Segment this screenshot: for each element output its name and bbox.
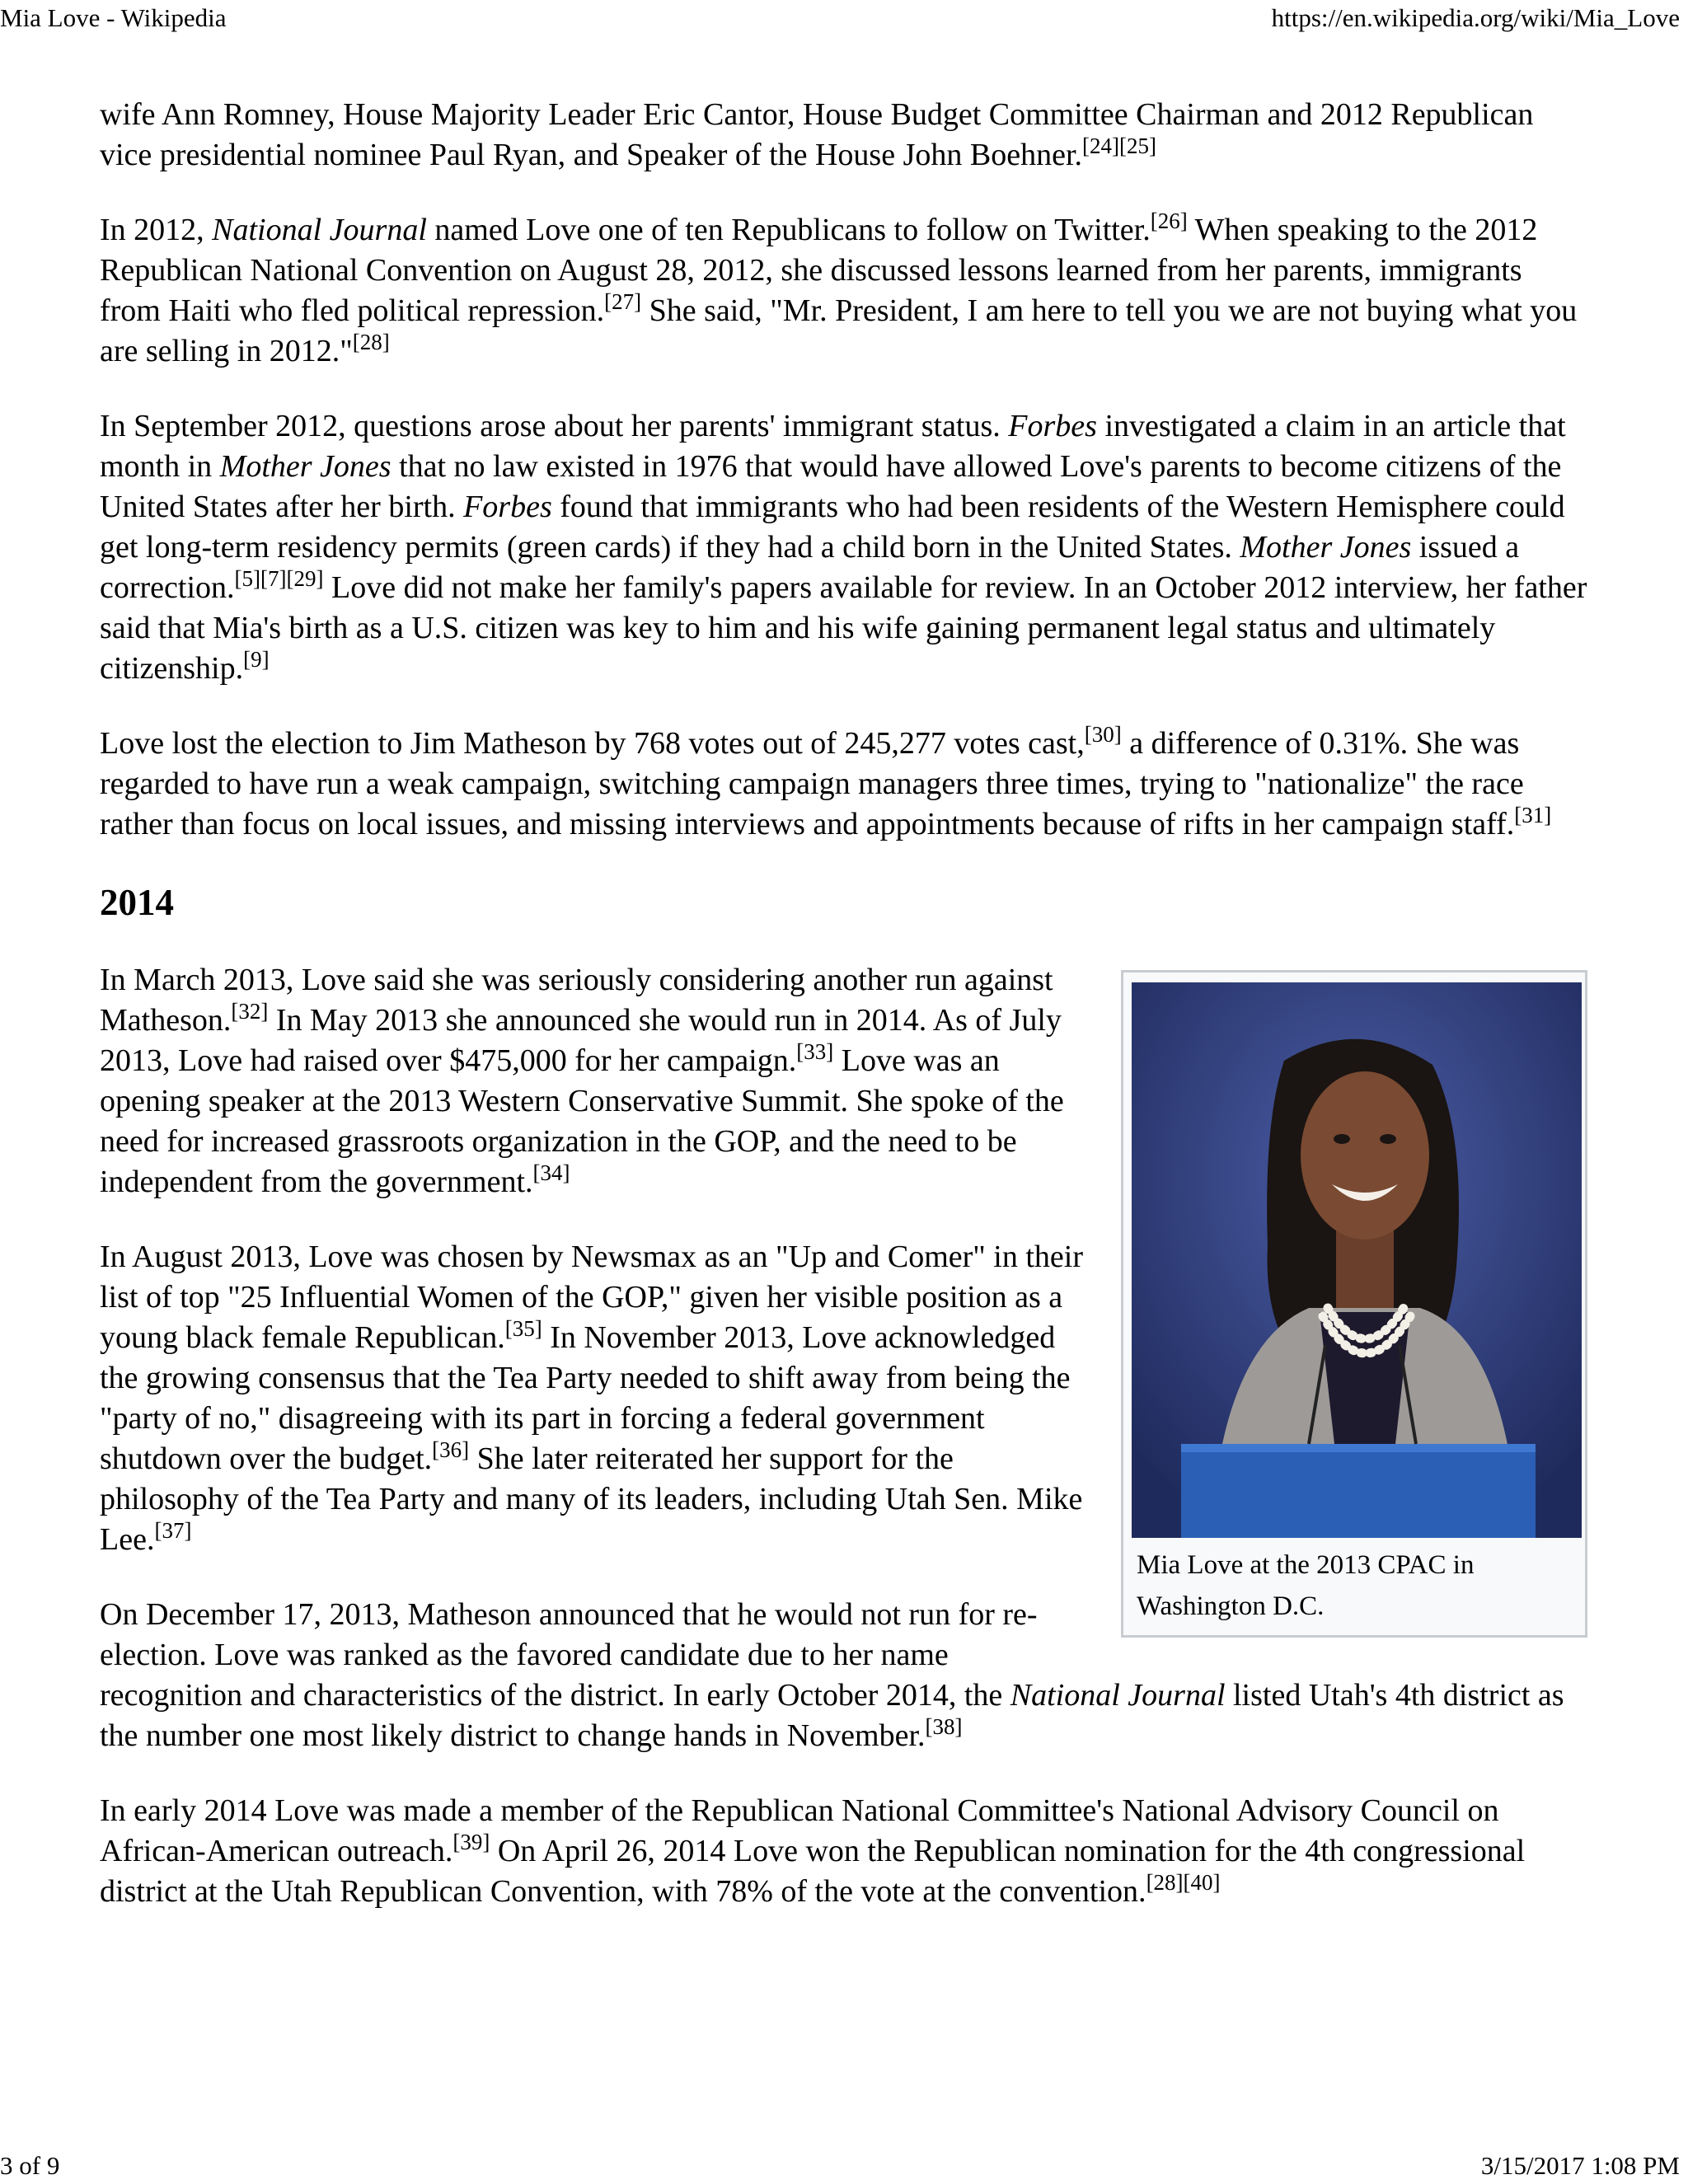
text: Love lost the election to Jim Matheson by 768 votes out of 245,277 votes cast,	[100, 726, 1085, 761]
text: found that immigrants who had been residents of the Western Hemisphere could get long-term residency permits (green cards) if they had a child born in the United States.	[100, 490, 1565, 565]
reference-link[interactable]: [37]	[154, 1518, 192, 1543]
reference-link[interactable]: [26]	[1150, 209, 1188, 233]
text: a difference of 0.31%. She was regarded to have run a weak campaign, switching campaign managers three times, trying to "nationalize" the race rather than focus on local issues, and missing interviews and appointments because of rifts in her campaign staff.	[100, 726, 1524, 841]
text: investigated a claim in an article that month in	[100, 409, 1566, 484]
paragraph-rnc-advisory-nomination	[100, 1791, 1587, 1912]
reference-link[interactable]: [33]	[796, 1039, 834, 1064]
text: Love did not make her family's papers available for review. In an October 2012 interview, her father said that Mia's birth as a U.S. citizen was key to him and his wife gaining permanent legal status and ultimately citizenship.	[100, 570, 1587, 686]
publication-name: National Journal	[1010, 1678, 1226, 1713]
text: In 2012,	[100, 213, 213, 247]
text: In March 2013, Love said she was seriously considering another run against Matheson.	[100, 963, 1053, 1038]
publication-name: Mother Jones	[219, 449, 392, 484]
reference-link[interactable]: [32]	[231, 999, 269, 1024]
print-footer	[0, 2148, 1688, 2184]
text: Love was an opening speaker at the 2013 Western Conservative Summit. She spoke of the need for increased grassroots organization in the GOP, and the need to be independent from the government.	[100, 1043, 1064, 1199]
text: that no law existed in 1976 that would have allowed Love's parents to become citizens of the United States after her birth.	[100, 449, 1562, 524]
reference-link[interactable]: [39]	[452, 1830, 490, 1854]
reference-link[interactable]: [35]	[504, 1316, 542, 1341]
text: listed Utah's 4th district as the number one most likely district to change hands in November.	[100, 1678, 1564, 1753]
page-number: 3 of 9	[0, 2151, 60, 2180]
reference-link[interactable]: [25]	[1119, 134, 1156, 158]
print-datetime: 3/15/2017 1:08 PM	[1480, 2151, 1680, 2180]
portrait-illustration	[1132, 982, 1582, 1538]
text: She said, "Mr. President, I am here to tell you we are not buying what you are selling in 2012."	[100, 293, 1578, 368]
text: In November 2013, Love acknowledged the growing consensus that the Tea Party needed to shift away from being the "party of no," disagreeing with its part in forcing a federal government shutdown over the budget.	[100, 1320, 1071, 1476]
reference-link[interactable]: [27]	[604, 289, 642, 314]
paragraph-national-journal-2012	[100, 210, 1587, 372]
paragraph-immigrant-status	[100, 406, 1587, 689]
text: On April 26, 2014 Love won the Republican nomination for the 4th congressional district at the Utah Republican Convention, with 78% of the vote at the convention.	[100, 1834, 1526, 1909]
reference-link[interactable]: [28]	[352, 330, 390, 354]
publication-name: Forbes	[1008, 409, 1097, 443]
reference-link[interactable]: [36]	[432, 1437, 470, 1462]
reference-link[interactable]: [34]	[532, 1160, 570, 1185]
print-header	[0, 0, 1688, 36]
page-url: https://en.wikipedia.org/wiki/Mia_Love	[1271, 3, 1680, 32]
figure-caption: Mia Love at the 2013 CPAC in Washington D.C.	[1137, 1550, 1475, 1621]
figure-thumbnail	[1121, 970, 1587, 1638]
text: In September 2012, questions arose about her parents' immigrant status.	[100, 409, 1009, 443]
reference-link[interactable]: [30]	[1084, 722, 1122, 747]
text: In August 2013, Love was chosen by Newsmax as an "Up and Comer" in their list of top "25 Influential Women of the GOP," given her visible position as a young black female Republican.	[100, 1240, 1083, 1355]
section-heading-2014: 2014	[100, 882, 174, 923]
publication-name: National Journal	[212, 213, 427, 247]
text: In early 2014 Love was made a member of the Republican National Committee's National Advisory Council on African-American outreach.	[100, 1793, 1499, 1868]
reference-link[interactable]: [7]	[260, 566, 287, 591]
reference-link[interactable]: [24]	[1082, 134, 1119, 158]
photo-mia-love-cpac[interactable]	[1132, 982, 1582, 1538]
text: On December 17, 2013, Matheson announced that he would not run for re-election. Love was ranked as the favored candidate due to her name recognition and characteristics of the district. In early October 2014, the	[100, 1597, 1038, 1713]
text: In May 2013 she announced she would run in 2014. As of July 2013, Love had raised over $475,000 for her campaign.	[100, 1003, 1062, 1078]
article-content	[100, 95, 1587, 1947]
page-title: Mia Love - Wikipedia	[0, 3, 227, 32]
reference-link[interactable]: [29]	[286, 566, 324, 591]
text: wife Ann Romney, House Majority Leader Eric Cantor, House Budget Committee Chairman and 2012 Republican vice presidential nominee Paul Ryan, and Speaker of the House John Boehner.	[100, 97, 1534, 172]
publication-name: Forbes	[463, 490, 552, 524]
paragraph-rnc-speakers	[100, 95, 1587, 176]
reference-link[interactable]: [38]	[925, 1714, 963, 1739]
publication-name: Mother Jones	[1240, 530, 1412, 565]
text: When speaking to the 2012 Republican National Convention on August 28, 2012, she discussed lessons learned from her parents, immigrants from Haiti who fled political repression.	[100, 213, 1538, 328]
reference-link[interactable]: [5]	[234, 566, 261, 591]
reference-link[interactable]: [40]	[1183, 1870, 1221, 1895]
text: She later reiterated her support for the philosophy of the Tea Party and many of its leaders, including Utah Sen. Mike Lee.	[100, 1441, 1083, 1557]
reference-link[interactable]: [31]	[1514, 803, 1552, 827]
reference-link[interactable]: [9]	[243, 647, 270, 672]
text: named Love one of ten Republicans to follow on Twitter.	[426, 213, 1151, 247]
reference-link[interactable]: [28]	[1146, 1870, 1184, 1895]
paragraph-election-loss	[100, 724, 1587, 845]
text: issued a correction.	[100, 530, 1520, 605]
